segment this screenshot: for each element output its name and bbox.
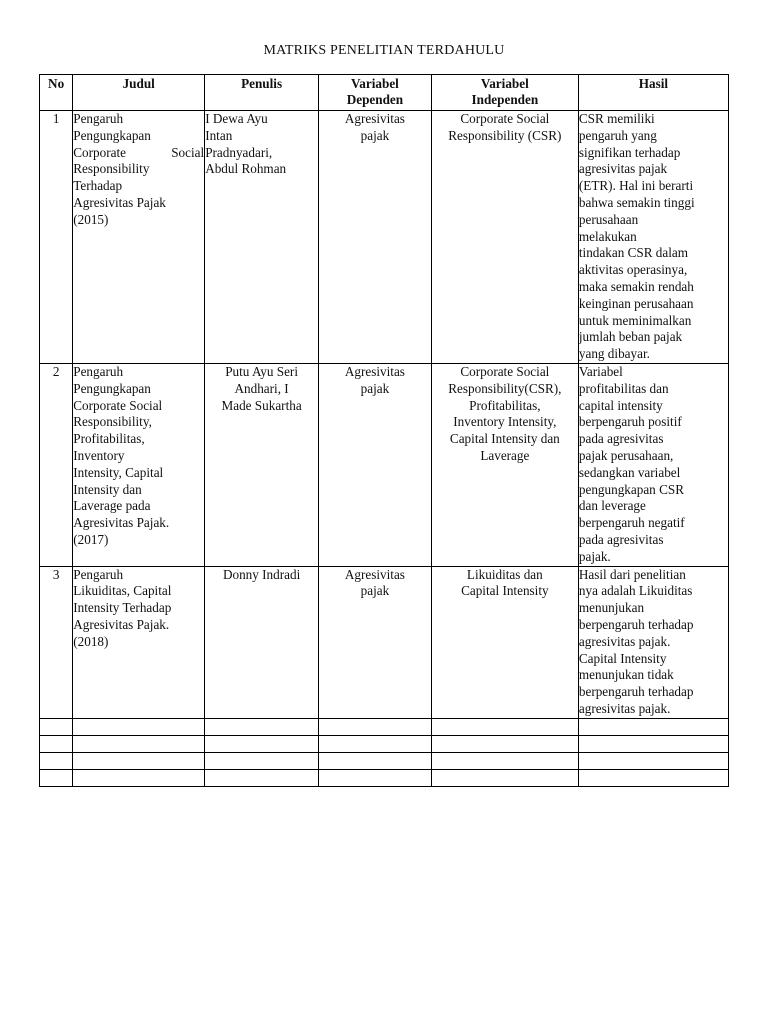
text-line: tindakan CSR dalam — [578, 245, 689, 261]
header-text-line: Variabel — [480, 76, 529, 91]
empty-cell — [40, 769, 73, 786]
text-line: Intensity, Capital — [73, 464, 164, 480]
text-line: Capital Intensity — [578, 650, 667, 666]
document-title: MATRIKS PENELITIAN TERDAHULU — [263, 43, 505, 58]
text-line: Responsibility (CSR) — [448, 127, 562, 143]
text-line: Capital Intensity — [461, 583, 549, 599]
empty-cell — [319, 769, 432, 786]
text-line: Pengungkapan — [73, 127, 151, 143]
cell-penulis — [205, 363, 319, 566]
text-line: Abdul Rohman — [205, 161, 287, 177]
text-line: pada agresivitas — [578, 431, 664, 447]
empty-table-row — [40, 769, 729, 786]
cell-no: 2 — [40, 363, 73, 566]
cell-variabel-independen — [431, 111, 578, 364]
text-line: pajak. — [578, 548, 611, 564]
text-line: signifikan terhadap — [578, 144, 681, 160]
empty-cell — [319, 752, 432, 769]
cell-variabel-dependen — [319, 566, 432, 718]
text-line: melakukan — [578, 228, 637, 244]
empty-cell — [73, 769, 205, 786]
text-line: Agresivitas — [344, 111, 405, 126]
text-line: Responsibility — [73, 161, 150, 177]
cell-no: 1 — [40, 111, 73, 364]
text-line: berpengaruh terhadap — [578, 684, 694, 700]
empty-cell — [431, 735, 578, 752]
empty-cell — [319, 718, 432, 735]
cell-hasil — [578, 111, 728, 364]
cell-variabel-independen — [431, 566, 578, 718]
cell-no: 3 — [40, 566, 73, 718]
empty-cell — [73, 752, 205, 769]
text-line: pajak perusahaan, — [578, 447, 674, 463]
text-line: Made Sukartha — [221, 397, 302, 413]
empty-cell — [73, 735, 205, 752]
text-line: Pengungkapan — [73, 380, 151, 396]
header-text-line: Variabel — [350, 76, 399, 91]
header-text-line: Independen — [471, 92, 539, 107]
text-line: menunjukan tidak — [578, 667, 674, 683]
cell-judul — [73, 566, 205, 718]
text-line: Agresivitas — [344, 363, 405, 379]
text-line: Pradnyadari, — [205, 144, 273, 160]
empty-cell — [578, 735, 728, 752]
empty-cell — [578, 769, 728, 786]
text-line: Corporate Social — [73, 144, 205, 160]
empty-cell — [40, 752, 73, 769]
cell-variabel-dependen — [319, 111, 432, 364]
text-line: pada agresivitas — [578, 531, 664, 547]
header-text-line: Dependen — [346, 92, 404, 107]
text-line: Intensity Terhadap — [73, 600, 172, 616]
text-line: Pengaruh — [73, 363, 124, 379]
table-row — [40, 566, 729, 718]
text-line: keinginan perusahaan — [578, 295, 694, 311]
text-line: maka semakin rendah — [578, 278, 694, 294]
cell-judul — [73, 111, 205, 364]
text-line: Putu Ayu Seri — [225, 363, 298, 379]
text-line: agresivitas pajak. — [578, 700, 671, 716]
text-line: nya adalah Likuiditas — [578, 583, 693, 599]
cell-judul — [73, 363, 205, 566]
text-line: Responsibility(CSR), — [448, 380, 562, 396]
text-line: (ETR). Hal ini berarti — [578, 178, 694, 194]
text-line: Likuiditas dan — [466, 566, 543, 582]
text-line: pajak — [360, 583, 390, 599]
text-line: Responsibility, — [73, 414, 152, 430]
empty-cell — [578, 718, 728, 735]
table-row — [40, 363, 729, 566]
empty-cell — [205, 735, 319, 752]
text-line: Hasil dari penelitian — [578, 566, 686, 582]
text-line: agresivitas pajak — [578, 161, 668, 177]
text-line: profitabilitas dan — [578, 380, 669, 396]
table-row — [40, 111, 729, 364]
text-line: agresivitas pajak. — [578, 633, 671, 649]
text-line: pajak — [360, 127, 390, 143]
text-line: sedangkan variabel — [578, 464, 681, 480]
text-line: I Dewa Ayu — [205, 111, 268, 126]
text-line: Corporate Social — [460, 363, 550, 379]
text-line: Corporate Social — [73, 397, 163, 413]
text-line: Donny Indradi — [222, 566, 301, 582]
header-variabel-dependen — [319, 75, 432, 111]
text-line: Profitabilitas, — [73, 431, 145, 447]
text-line: Agresivitas Pajak. — [73, 616, 170, 632]
cell-penulis — [205, 566, 319, 718]
empty-cell — [431, 718, 578, 735]
text-line: Profitabilitas, — [469, 397, 541, 413]
text-line: Agresivitas Pajak — [73, 194, 166, 210]
empty-cell — [319, 735, 432, 752]
cell-variabel-dependen — [319, 363, 432, 566]
research-matrix-table — [39, 74, 729, 787]
text-line: aktivitas operasinya, — [578, 262, 688, 278]
text-line: Agresivitas — [344, 566, 405, 582]
empty-cell — [431, 769, 578, 786]
cell-penulis — [205, 111, 319, 364]
text-line: Capital Intensity dan — [449, 431, 560, 447]
text-line: jumlah beban pajak — [578, 329, 683, 345]
text-line: Andhari, I — [234, 380, 289, 396]
empty-table-row — [40, 752, 729, 769]
text-line: Inventory Intensity, — [453, 414, 557, 430]
text-line: Terhadap — [73, 178, 123, 194]
empty-cell — [40, 735, 73, 752]
header-no: No — [40, 75, 73, 111]
header-judul: Judul — [73, 75, 205, 111]
text-line: Inventory — [73, 447, 125, 463]
text-line: bahwa semakin tinggi — [578, 194, 695, 210]
text-line: pajak — [360, 380, 390, 396]
text-line: untuk meminimalkan — [578, 312, 692, 328]
text-line: (2015) — [73, 211, 109, 227]
text-line: Intan — [205, 127, 233, 143]
empty-cell — [205, 769, 319, 786]
header-hasil: Hasil — [578, 75, 728, 111]
text-line: perusahaan — [578, 211, 639, 227]
text-line: dan leverage — [578, 498, 646, 514]
empty-cell — [578, 752, 728, 769]
text-line: Intensity dan — [73, 481, 142, 497]
empty-table-row — [40, 718, 729, 735]
header-variabel-independen — [431, 75, 578, 111]
text-line: pengungkapan CSR — [578, 481, 685, 497]
text-line: (2018) — [73, 633, 109, 649]
text-line: menunjukan — [578, 600, 645, 616]
text-line: (2017) — [73, 531, 109, 547]
text-line: Agresivitas Pajak. — [73, 515, 170, 531]
text-line: berpengaruh negatif — [578, 515, 685, 531]
text-line: Variabel — [578, 363, 623, 379]
text-line: Laverage — [480, 447, 530, 463]
text-line: yang dibayar. — [578, 346, 650, 362]
empty-cell — [73, 718, 205, 735]
text-line: berpengaruh positif — [578, 414, 682, 430]
text-line: pengaruh yang — [578, 127, 657, 143]
cell-variabel-independen — [431, 363, 578, 566]
text-line: Pengaruh — [73, 566, 124, 582]
cell-hasil — [578, 363, 728, 566]
text-line: Corporate Social — [460, 111, 550, 126]
text-line: Pengaruh — [73, 111, 124, 126]
empty-cell — [431, 752, 578, 769]
empty-cell — [205, 718, 319, 735]
empty-cell — [205, 752, 319, 769]
table-header-row — [40, 75, 729, 111]
header-penulis: Penulis — [205, 75, 319, 111]
empty-cell — [40, 718, 73, 735]
empty-table-row — [40, 735, 729, 752]
text-line: berpengaruh terhadap — [578, 616, 694, 632]
text-line: Likuiditas, Capital — [73, 583, 172, 599]
text-line: CSR memiliki — [578, 111, 655, 126]
cell-hasil — [578, 566, 728, 718]
text-line: Laverage pada — [73, 498, 151, 514]
text-line: capital intensity — [578, 397, 663, 413]
